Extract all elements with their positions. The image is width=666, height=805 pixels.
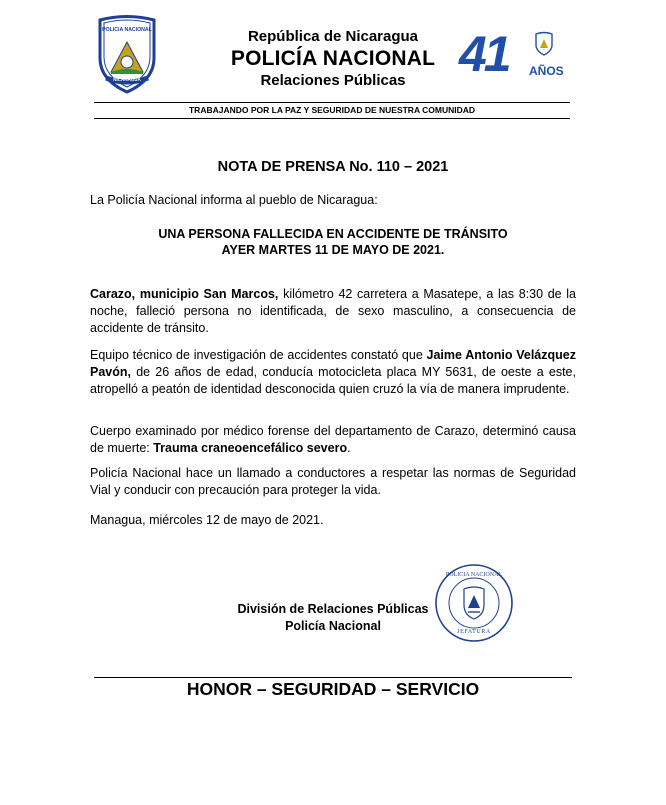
signature-institution: Policía Nacional (285, 619, 381, 633)
header-rule-top (94, 102, 570, 103)
republica-heading: República de Nicaragua (247, 28, 419, 45)
header-block (200, 28, 466, 90)
police-shield-icon (96, 14, 158, 94)
tagline: TRABAJANDO POR LA PAZ Y SEGURIDAD DE NUESTRA COMUNIDAD (188, 105, 476, 115)
news-headline (90, 226, 576, 258)
signature-division: División de Relaciones Públicas (237, 602, 429, 616)
paragraph-1-location: Carazo, municipio San Marcos, (90, 287, 279, 301)
paragraph-1-text: kilómetro 42 carretera a Masatepe, a las 8:30 de la noche, falleció persona no identificada, de sexo masculino, a consecuencia de accidente de tránsito. (90, 287, 577, 335)
anniversary-41-logo (457, 26, 567, 86)
paragraph-3 (90, 423, 576, 457)
headline-line-2: AYER MARTES 11 DE MAYO DE 2021. (221, 243, 445, 257)
intro-text: La Policía Nacional informa al pueblo de Nicaragua: (90, 193, 378, 207)
seal-top-text: POLICIA NACIONAL (445, 572, 503, 578)
paragraph-3-text-a: Cuerpo examinado por médico forense del departamento de Carazo, determinó causa de muerte: (90, 424, 576, 455)
police-shield-logo (96, 14, 158, 94)
paragraph-2-text-a: Equipo técnico de investigación de accidentes constató que (90, 348, 427, 362)
paragraph-4: Policía Nacional hace un llamado a conductores a respetar las normas de Seguridad Vial y conducir con precaución para proteger la vida. (90, 466, 576, 497)
paragraph-3-text-b: . (347, 441, 351, 455)
paragraph-3-cause: Trauma craneoencefálico severo (153, 441, 348, 455)
header-rule-bottom (94, 118, 570, 119)
anniversary-number: 41 (459, 26, 509, 82)
logo-left-bottom-text: NICARAGUA (113, 77, 141, 82)
policia-heading: POLICÍA NACIONAL (230, 47, 436, 70)
logo-left-top-text: POLICIA NACIONAL (102, 27, 152, 33)
relaciones-heading: Relaciones Públicas (260, 72, 406, 89)
anniversary-label: AÑOS (529, 64, 564, 78)
footer-motto: HONOR – SEGURIDAD – SERVICIO (186, 679, 480, 699)
press-release-title: NOTA DE PRENSA No. 110 – 2021 (217, 159, 449, 175)
paragraph-1 (90, 286, 576, 337)
paragraph-2-name: Jaime Antonio Velázquez Pavón, (90, 348, 576, 379)
headline-line-1: UNA PERSONA FALLECIDA EN ACCIDENTE DE TRÁNSITO (158, 227, 508, 241)
jefatura-seal (434, 563, 514, 643)
date-line: Managua, miércoles 12 de mayo de 2021. (90, 513, 324, 527)
seal-bottom-text: JEFATURA (457, 629, 491, 635)
paragraph-2-text-b: de 26 años de edad, conducía motocicleta placa MY 5631, de oeste a este, atropelló a peatón de identidad desconocida quien cruzó la vía de manera imprudente. (90, 365, 576, 396)
paragraph-2 (90, 347, 576, 398)
